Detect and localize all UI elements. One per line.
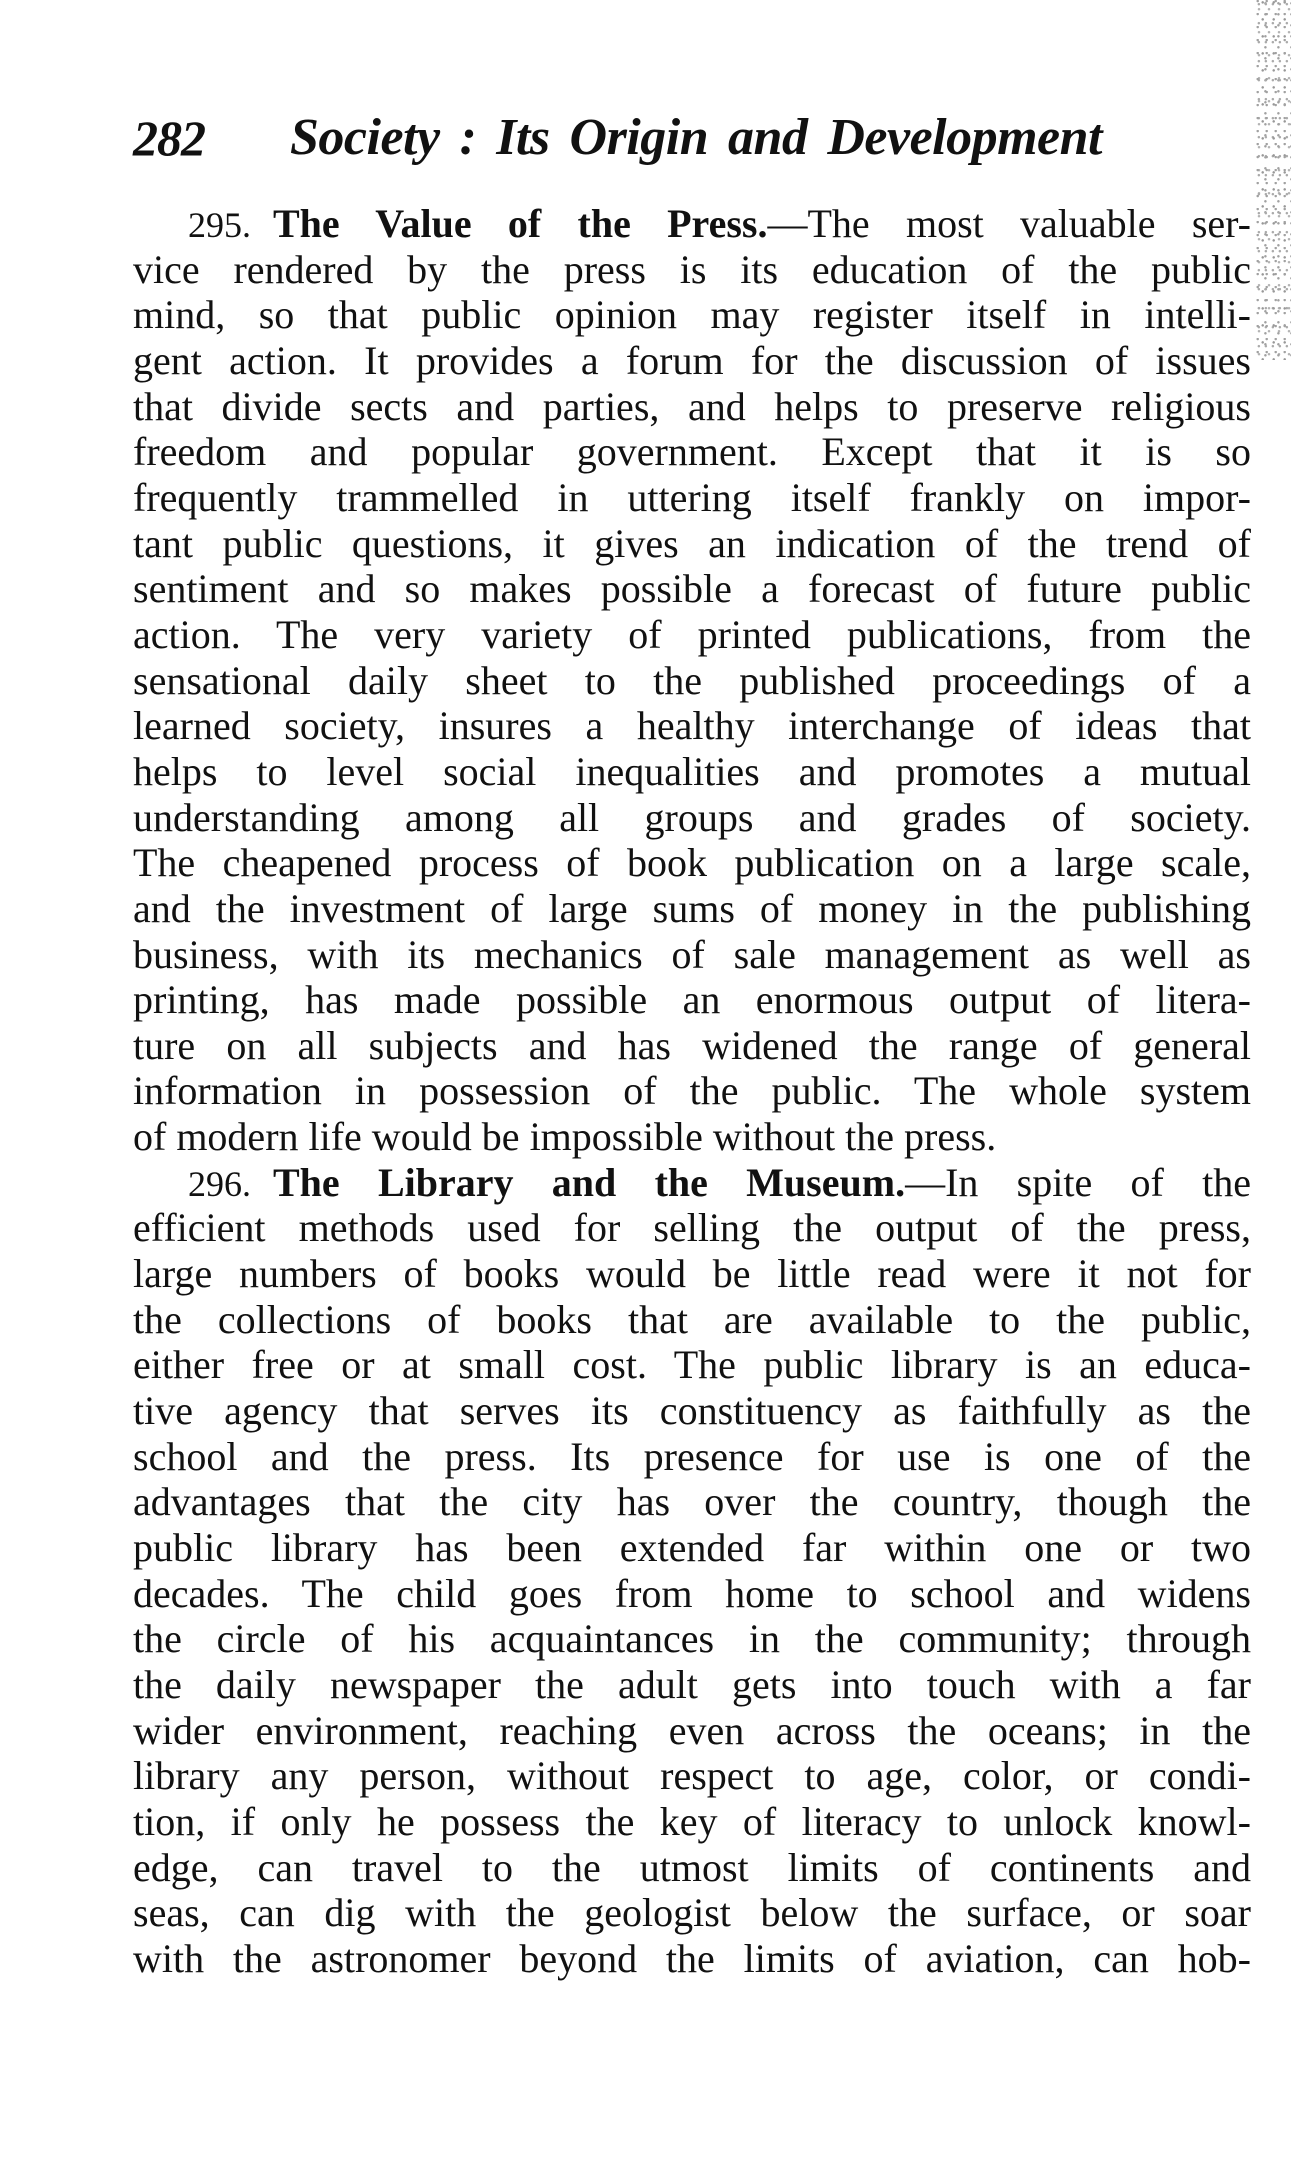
text-line: the collections of books that are available to the public,	[133, 1296, 1251, 1342]
section-lead-text: —In spite of the	[905, 1159, 1251, 1205]
section-title: The Library and the Museum.	[273, 1159, 906, 1205]
text-line: tion, if only he possess the key of literacy to unlock knowl-	[133, 1798, 1251, 1844]
text-line: gent action. It provides a forum for the discussion of issues	[133, 337, 1251, 383]
section-title: The Value of the Press.	[273, 201, 768, 246]
text-line: school and the press. Its presence for use is one of the	[133, 1433, 1251, 1479]
running-head	[133, 106, 1113, 170]
text-line: learned society, insures a healthy interchange of ideas that	[133, 703, 1251, 749]
text-line: business, with its mechanics of sale management as well as	[133, 931, 1251, 977]
text-line: The cheapened process of book publication on a large scale,	[133, 840, 1251, 886]
text-line: library any person, without respect to age, color, or condi-	[133, 1753, 1251, 1799]
text-line: advantages that the city has over the country, though the	[133, 1479, 1251, 1525]
text-line: vice rendered by the press is its education of the public	[133, 246, 1251, 292]
text-line: that divide sects and parties, and helps to preserve religious	[133, 383, 1251, 429]
running-title: Society : Its Origin and Development	[290, 109, 1102, 166]
text-line: and the investment of large sums of money in the publishing	[133, 885, 1251, 931]
text-line: printing, has made possible an enormous output of litera-	[133, 977, 1251, 1023]
text-line: either free or at small cost. The public library is an educa-	[133, 1342, 1251, 1388]
section-heading-line	[133, 1160, 1251, 1206]
section-heading-line	[133, 201, 1251, 247]
text-line: understanding among all groups and grades of society.	[133, 794, 1251, 840]
text-line: large numbers of books would be little read were it not for	[133, 1251, 1251, 1297]
page-number: 282	[133, 110, 205, 166]
text-line: tant public questions, it gives an indication of the trend of	[133, 520, 1251, 566]
text-line: seas, can dig with the geologist below the surface, or soar	[133, 1890, 1251, 1936]
text-line: tive agency that serves its constituency as faithfully as the	[133, 1388, 1251, 1434]
text-line: the daily newspaper the adult gets into touch with a far	[133, 1662, 1251, 1707]
text-line: sentiment and so makes possible a forecast of future public	[133, 566, 1251, 612]
text-line: wider environment, reaching even across the oceans; in the	[133, 1707, 1251, 1753]
text-line: decades. The child goes from home to school and widens	[133, 1570, 1251, 1616]
scan-edge-noise	[1255, 0, 1291, 360]
text-line: sensational daily sheet to the published proceedings of a	[133, 657, 1251, 703]
section-number: 296.	[188, 1163, 251, 1204]
text-line: the circle of his acquaintances in the community; through	[133, 1616, 1251, 1662]
text-line: ture on all subjects and has widened the range of general	[133, 1022, 1251, 1068]
text-line: efficient methods used for selling the output of the press,	[133, 1205, 1251, 1251]
text-line: mind, so that public opinion may register itself in intelli-	[133, 292, 1251, 338]
body-text	[133, 201, 1251, 1982]
section-lead-text: —The most valuable ser-	[767, 201, 1251, 246]
text-line-paragraph-end: of modern life would be impossible without the press.	[133, 1114, 997, 1160]
text-line: frequently trammelled in uttering itself frankly on impor-	[133, 474, 1251, 520]
section-number: 295.	[188, 205, 251, 245]
text-line: edge, can travel to the utmost limits of continents and	[133, 1844, 1251, 1890]
text-line: action. The very variety of printed publications, from the	[133, 611, 1251, 657]
text-line: information in possession of the public. The whole system	[133, 1068, 1251, 1114]
text-line: public library has been extended far within one or two	[133, 1525, 1251, 1571]
text-line: with the astronomer beyond the limits of aviation, can hob-	[133, 1935, 1251, 1981]
text-line: helps to level social inequalities and promotes a mutual	[133, 748, 1251, 794]
text-line: freedom and popular government. Except that it is so	[133, 429, 1251, 475]
